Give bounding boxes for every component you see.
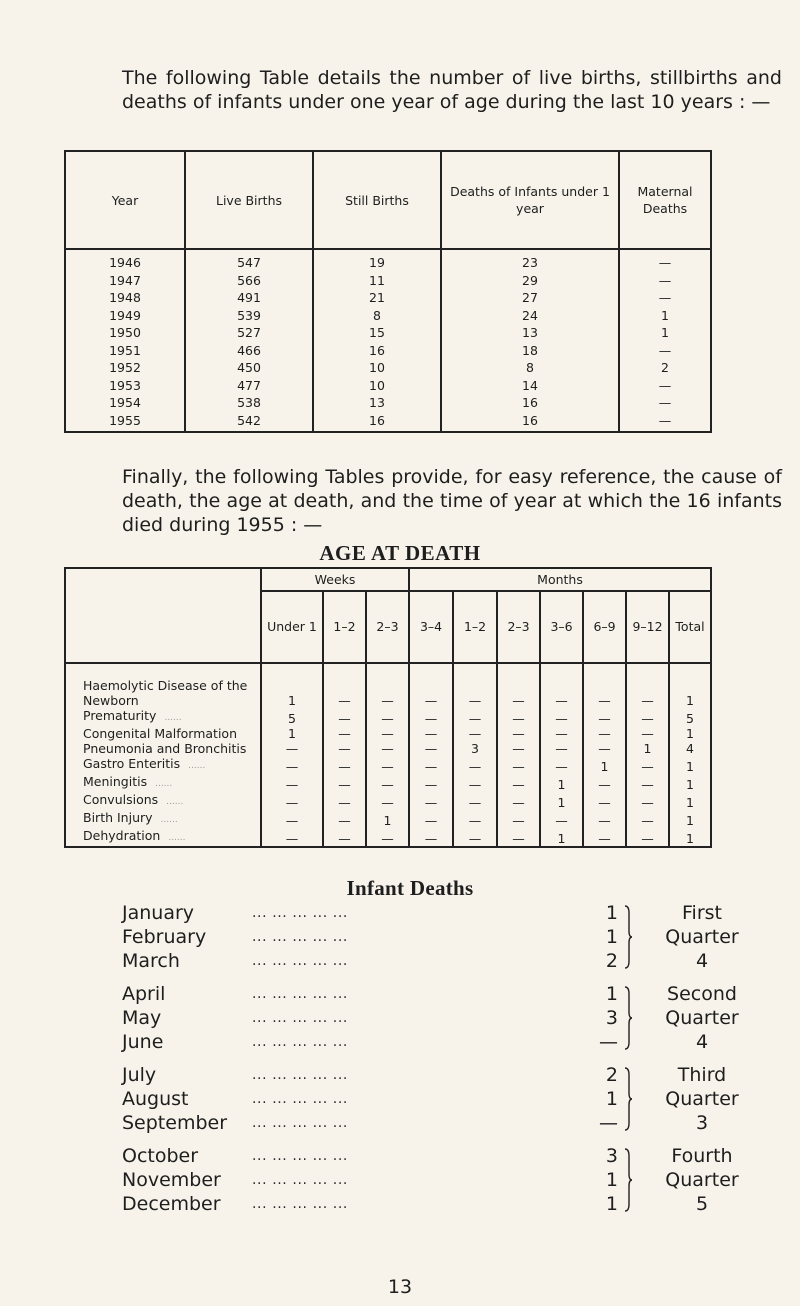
age-value-cell: — bbox=[323, 708, 366, 726]
births-row bbox=[65, 412, 711, 433]
age-value-cell: — bbox=[453, 726, 497, 741]
maternal-deaths-cell: 1 bbox=[619, 307, 711, 325]
cause-cell bbox=[65, 810, 261, 828]
cause-header bbox=[65, 568, 261, 663]
leader-dots: ... ... ... ... ... bbox=[252, 929, 348, 945]
age-row bbox=[65, 774, 711, 792]
age-value-cell: — bbox=[626, 663, 669, 708]
leader-dots: ... ... ... ... ... bbox=[252, 905, 348, 921]
age-value-cell: — bbox=[261, 828, 323, 847]
age-row bbox=[65, 726, 711, 741]
age-value-cell: — bbox=[453, 828, 497, 847]
infant-deaths-cell: 16 bbox=[441, 412, 619, 433]
causes-paragraph: Finally, the following Tables provide, for easy reference, the cause of death, the age at death, and the time of year at which the 16 infants died during 1955 : — bbox=[122, 466, 782, 536]
age-value-cell: 1 bbox=[669, 663, 711, 708]
age-value-cell: — bbox=[626, 810, 669, 828]
age-value-cell: — bbox=[409, 792, 453, 810]
age-value-cell: — bbox=[453, 756, 497, 774]
live-births-cell: 491 bbox=[185, 289, 313, 307]
brace-icon bbox=[623, 986, 633, 1050]
month-name: August bbox=[122, 1088, 189, 1110]
month-name: November bbox=[122, 1169, 221, 1191]
month-name: April bbox=[122, 983, 166, 1005]
age-value-cell: — bbox=[583, 792, 626, 810]
live-births-cell: 547 bbox=[185, 249, 313, 272]
infant-deaths-title: Infant Deaths bbox=[346, 876, 474, 900]
cause-cell bbox=[65, 774, 261, 792]
cause-cell bbox=[65, 741, 261, 756]
age-subheader: 3–4 bbox=[409, 591, 453, 663]
age-value-cell: — bbox=[261, 810, 323, 828]
infant-deaths-cell: 13 bbox=[441, 324, 619, 342]
year-cell: 1955 bbox=[65, 412, 185, 433]
still-births-cell: 8 bbox=[313, 307, 441, 325]
births-header-live-births: Live Births bbox=[185, 151, 313, 249]
age-value-cell: — bbox=[261, 792, 323, 810]
still-births-cell: 11 bbox=[313, 272, 441, 290]
maternal-deaths-cell: — bbox=[619, 289, 711, 307]
month-name: October bbox=[122, 1145, 199, 1167]
age-value-cell: — bbox=[583, 741, 626, 756]
age-value-cell: — bbox=[626, 774, 669, 792]
age-value-cell: — bbox=[366, 792, 409, 810]
still-births-cell: 21 bbox=[313, 289, 441, 307]
quarter-name: Second bbox=[667, 983, 737, 1005]
age-value-cell: — bbox=[453, 810, 497, 828]
age-value-cell: — bbox=[409, 756, 453, 774]
age-value-cell: 5 bbox=[261, 708, 323, 726]
age-value-cell: — bbox=[626, 828, 669, 847]
age-value-cell: — bbox=[261, 741, 323, 756]
leader-dots: ...... bbox=[160, 815, 178, 825]
births-row bbox=[65, 324, 711, 342]
age-value-cell: — bbox=[366, 741, 409, 756]
cause-label: Pneumonia and Bronchitis bbox=[83, 741, 247, 756]
still-births-cell: 15 bbox=[313, 324, 441, 342]
live-births-cell: 527 bbox=[185, 324, 313, 342]
maternal-deaths-cell: — bbox=[619, 412, 711, 433]
age-value-cell: — bbox=[453, 663, 497, 708]
births-row bbox=[65, 289, 711, 307]
births-row bbox=[65, 272, 711, 290]
age-value-cell: — bbox=[409, 828, 453, 847]
age-value-cell: — bbox=[409, 726, 453, 741]
quarter-word: Quarter bbox=[665, 926, 739, 948]
infant-deaths-cell: 23 bbox=[441, 249, 619, 272]
age-value-cell: — bbox=[323, 756, 366, 774]
age-value-cell: — bbox=[366, 756, 409, 774]
births-row bbox=[65, 307, 711, 325]
cause-label: Prematurity bbox=[83, 708, 157, 723]
leader-dots: ...... bbox=[188, 761, 206, 771]
age-value-cell: — bbox=[540, 756, 583, 774]
months-group-header: Months bbox=[409, 568, 711, 591]
month-value: 3 bbox=[605, 1007, 618, 1029]
cause-cell bbox=[65, 792, 261, 810]
age-value-cell: 1 bbox=[669, 810, 711, 828]
maternal-deaths-cell: — bbox=[619, 394, 711, 412]
births-header-still-births: Still Births bbox=[313, 151, 441, 249]
quarter-name: Fourth bbox=[671, 1145, 733, 1167]
age-value-cell: — bbox=[583, 663, 626, 708]
age-value-cell: — bbox=[497, 726, 540, 741]
leader-dots: ... ... ... ... ... bbox=[252, 1091, 348, 1107]
age-value-cell: — bbox=[540, 810, 583, 828]
age-subheader: 6–9 bbox=[583, 591, 626, 663]
age-value-cell: — bbox=[409, 774, 453, 792]
month-value: — bbox=[599, 1112, 618, 1134]
year-cell: 1949 bbox=[65, 307, 185, 325]
weeks-group-header: Weeks bbox=[261, 568, 409, 591]
age-row bbox=[65, 708, 711, 726]
age-value-cell: — bbox=[323, 792, 366, 810]
age-subheader: 1–2 bbox=[323, 591, 366, 663]
age-value-cell: 1 bbox=[626, 741, 669, 756]
age-row bbox=[65, 792, 711, 810]
age-value-cell: — bbox=[497, 810, 540, 828]
month-value: 2 bbox=[605, 1064, 618, 1086]
leader-dots: ... ... ... ... ... bbox=[252, 1148, 348, 1164]
infant-deaths-cell: 14 bbox=[441, 377, 619, 395]
leader-dots: ... ... ... ... ... bbox=[252, 986, 348, 1002]
age-value-cell: — bbox=[261, 774, 323, 792]
age-value-cell: — bbox=[409, 810, 453, 828]
age-value-cell: — bbox=[366, 708, 409, 726]
month-value: 1 bbox=[605, 902, 618, 924]
age-value-cell: — bbox=[323, 741, 366, 756]
age-row bbox=[65, 828, 711, 847]
cause-cell bbox=[65, 828, 261, 847]
age-row bbox=[65, 810, 711, 828]
month-name: September bbox=[122, 1112, 228, 1134]
cause-label: Birth Injury bbox=[83, 810, 153, 825]
quarter-total: 5 bbox=[695, 1193, 709, 1215]
age-subheader: 9–12 bbox=[626, 591, 669, 663]
age-value-cell: — bbox=[453, 708, 497, 726]
leader-dots: ... ... ... ... ... bbox=[252, 1034, 348, 1050]
age-value-cell: — bbox=[626, 792, 669, 810]
quarter-word: Quarter bbox=[665, 1169, 739, 1191]
quarter-label bbox=[642, 1144, 762, 1216]
quarter-word: Quarter bbox=[665, 1088, 739, 1110]
quarter-label bbox=[642, 982, 762, 1054]
month-value: 2 bbox=[605, 950, 618, 972]
leader-dots: ...... bbox=[166, 797, 184, 807]
age-value-cell: 5 bbox=[669, 708, 711, 726]
year-cell: 1948 bbox=[65, 289, 185, 307]
brace-icon bbox=[623, 1067, 633, 1131]
quarter-label bbox=[642, 901, 762, 973]
age-value-cell: — bbox=[626, 726, 669, 741]
births-row bbox=[65, 342, 711, 360]
year-cell: 1946 bbox=[65, 249, 185, 272]
age-value-cell: 4 bbox=[669, 741, 711, 756]
age-value-cell: — bbox=[366, 726, 409, 741]
leader-dots: ... ... ... ... ... bbox=[252, 1067, 348, 1083]
infant-deaths-cell: 8 bbox=[441, 359, 619, 377]
brace-icon bbox=[623, 905, 633, 969]
month-name: May bbox=[122, 1007, 162, 1029]
cause-label: Convulsions bbox=[83, 792, 159, 807]
leader-dots: ... ... ... ... ... bbox=[252, 1196, 348, 1212]
cause-label: Congenital Malformation bbox=[83, 726, 237, 741]
leader-dots: ...... bbox=[164, 713, 182, 723]
age-value-cell: 1 bbox=[540, 828, 583, 847]
infant-deaths-by-month bbox=[122, 901, 762, 1225]
cause-label: Haemolytic Disease of the Newborn bbox=[83, 678, 248, 708]
births-header-infant-deaths: Deaths of Infants under 1 year bbox=[441, 151, 619, 249]
age-value-cell: — bbox=[261, 756, 323, 774]
age-row bbox=[65, 756, 711, 774]
age-value-cell: — bbox=[540, 663, 583, 708]
age-at-death-table bbox=[64, 567, 712, 848]
age-row bbox=[65, 663, 711, 708]
still-births-cell: 13 bbox=[313, 394, 441, 412]
age-subheader: Under 1 bbox=[261, 591, 323, 663]
cause-cell bbox=[65, 663, 261, 708]
month-value: 1 bbox=[605, 983, 618, 1005]
quarter-group bbox=[122, 1063, 762, 1135]
age-value-cell: — bbox=[583, 726, 626, 741]
age-value-cell: — bbox=[497, 774, 540, 792]
age-value-cell: 1 bbox=[583, 756, 626, 774]
births-row bbox=[65, 394, 711, 412]
age-subheader: 2–3 bbox=[497, 591, 540, 663]
age-value-cell: — bbox=[497, 708, 540, 726]
month-value: 1 bbox=[605, 1193, 618, 1215]
age-value-cell: — bbox=[540, 726, 583, 741]
leader-dots: ...... bbox=[155, 779, 173, 789]
live-births-cell: 542 bbox=[185, 412, 313, 433]
infant-deaths-cell: 24 bbox=[441, 307, 619, 325]
age-value-cell: — bbox=[366, 774, 409, 792]
maternal-deaths-cell: 1 bbox=[619, 324, 711, 342]
month-value: 3 bbox=[605, 1145, 618, 1167]
month-name: June bbox=[122, 1031, 164, 1053]
infant-deaths-cell: 18 bbox=[441, 342, 619, 360]
age-value-cell: — bbox=[497, 663, 540, 708]
age-value-cell: — bbox=[583, 828, 626, 847]
quarter-label bbox=[642, 1063, 762, 1135]
live-births-cell: 466 bbox=[185, 342, 313, 360]
quarter-total: 4 bbox=[695, 950, 709, 972]
still-births-cell: 19 bbox=[313, 249, 441, 272]
age-value-cell: — bbox=[497, 741, 540, 756]
age-subheader: Total bbox=[669, 591, 711, 663]
cause-label: Dehydration bbox=[83, 828, 161, 843]
month-value: 1 bbox=[605, 926, 618, 948]
live-births-cell: 477 bbox=[185, 377, 313, 395]
live-births-cell: 539 bbox=[185, 307, 313, 325]
age-value-cell: — bbox=[583, 810, 626, 828]
births-header-row bbox=[65, 151, 711, 249]
year-cell: 1952 bbox=[65, 359, 185, 377]
age-row bbox=[65, 741, 711, 756]
age-value-cell: — bbox=[540, 708, 583, 726]
cause-cell bbox=[65, 756, 261, 774]
age-value-cell: — bbox=[453, 792, 497, 810]
age-value-cell: — bbox=[323, 663, 366, 708]
age-value-cell: 1 bbox=[669, 774, 711, 792]
brace-icon bbox=[623, 1148, 633, 1212]
cause-label: Gastro Enteritis bbox=[83, 756, 181, 771]
month-name: December bbox=[122, 1193, 221, 1215]
maternal-deaths-cell: — bbox=[619, 342, 711, 360]
quarter-total: 4 bbox=[695, 1031, 709, 1053]
page-number: 13 bbox=[387, 1276, 413, 1298]
leader-dots: ... ... ... ... ... bbox=[252, 1010, 348, 1026]
age-subheader: 1–2 bbox=[453, 591, 497, 663]
age-at-death-title: AGE AT DEATH bbox=[319, 541, 481, 565]
age-value-cell: — bbox=[626, 756, 669, 774]
quarter-group bbox=[122, 901, 762, 973]
births-table bbox=[64, 150, 712, 433]
cause-cell bbox=[65, 708, 261, 726]
quarter-group bbox=[122, 1144, 762, 1216]
month-name: February bbox=[122, 926, 207, 948]
year-cell: 1953 bbox=[65, 377, 185, 395]
age-value-cell: — bbox=[583, 708, 626, 726]
maternal-deaths-cell: — bbox=[619, 377, 711, 395]
infant-deaths-cell: 29 bbox=[441, 272, 619, 290]
leader-dots: ...... bbox=[168, 833, 186, 843]
births-header-year: Year bbox=[65, 151, 185, 249]
infant-deaths-cell: 27 bbox=[441, 289, 619, 307]
still-births-cell: 10 bbox=[313, 377, 441, 395]
month-name: July bbox=[122, 1064, 157, 1086]
year-cell: 1950 bbox=[65, 324, 185, 342]
births-row bbox=[65, 249, 711, 272]
births-row bbox=[65, 377, 711, 395]
month-name: January bbox=[122, 902, 195, 924]
intro-paragraph: The following Table details the number of live births, stillbirths and deaths of infants under one year of age during the last 10 years : — bbox=[122, 67, 782, 113]
maternal-deaths-cell: — bbox=[619, 249, 711, 272]
age-value-cell: — bbox=[626, 708, 669, 726]
births-header-maternal-deaths: Maternal Deaths bbox=[619, 151, 711, 249]
age-value-cell: — bbox=[366, 663, 409, 708]
live-births-cell: 450 bbox=[185, 359, 313, 377]
year-cell: 1951 bbox=[65, 342, 185, 360]
month-value: 1 bbox=[605, 1088, 618, 1110]
age-value-cell: 3 bbox=[453, 741, 497, 756]
age-value-cell: 1 bbox=[669, 726, 711, 741]
live-births-cell: 566 bbox=[185, 272, 313, 290]
maternal-deaths-cell: 2 bbox=[619, 359, 711, 377]
quarter-total: 3 bbox=[695, 1112, 709, 1134]
age-value-cell: 1 bbox=[540, 774, 583, 792]
age-value-cell: — bbox=[323, 774, 366, 792]
births-row bbox=[65, 359, 711, 377]
leader-dots: ... ... ... ... ... bbox=[252, 1115, 348, 1131]
age-subheader: 2–3 bbox=[366, 591, 409, 663]
live-births-cell: 538 bbox=[185, 394, 313, 412]
month-value: 1 bbox=[605, 1169, 618, 1191]
age-value-cell: — bbox=[323, 828, 366, 847]
year-cell: 1954 bbox=[65, 394, 185, 412]
age-value-cell: 1 bbox=[261, 663, 323, 708]
age-value-cell: — bbox=[497, 828, 540, 847]
age-value-cell: — bbox=[583, 774, 626, 792]
age-value-cell: 1 bbox=[540, 792, 583, 810]
age-value-cell: — bbox=[497, 792, 540, 810]
age-value-cell: — bbox=[540, 741, 583, 756]
quarter-group bbox=[122, 982, 762, 1054]
age-value-cell: — bbox=[323, 810, 366, 828]
age-value-cell: — bbox=[409, 741, 453, 756]
age-value-cell: — bbox=[323, 726, 366, 741]
still-births-cell: 16 bbox=[313, 342, 441, 360]
month-name: March bbox=[122, 950, 180, 972]
age-value-cell: 1 bbox=[669, 756, 711, 774]
age-value-cell: — bbox=[497, 756, 540, 774]
infant-deaths-cell: 16 bbox=[441, 394, 619, 412]
still-births-cell: 10 bbox=[313, 359, 441, 377]
year-cell: 1947 bbox=[65, 272, 185, 290]
age-value-cell: — bbox=[366, 828, 409, 847]
quarter-word: Quarter bbox=[665, 1007, 739, 1029]
quarter-name: Third bbox=[677, 1064, 727, 1086]
age-subheader: 3–6 bbox=[540, 591, 583, 663]
still-births-cell: 16 bbox=[313, 412, 441, 433]
age-value-cell: — bbox=[409, 663, 453, 708]
age-value-cell: — bbox=[409, 708, 453, 726]
age-value-cell: 1 bbox=[366, 810, 409, 828]
age-value-cell: 1 bbox=[261, 726, 323, 741]
age-value-cell: 1 bbox=[669, 828, 711, 847]
leader-dots: ... ... ... ... ... bbox=[252, 953, 348, 969]
maternal-deaths-cell: — bbox=[619, 272, 711, 290]
age-value-cell: 1 bbox=[669, 792, 711, 810]
month-value: — bbox=[599, 1031, 618, 1053]
leader-dots: ... ... ... ... ... bbox=[252, 1172, 348, 1188]
cause-cell bbox=[65, 726, 261, 741]
quarter-name: First bbox=[682, 902, 722, 924]
age-value-cell: — bbox=[453, 774, 497, 792]
cause-label: Meningitis bbox=[83, 774, 148, 789]
